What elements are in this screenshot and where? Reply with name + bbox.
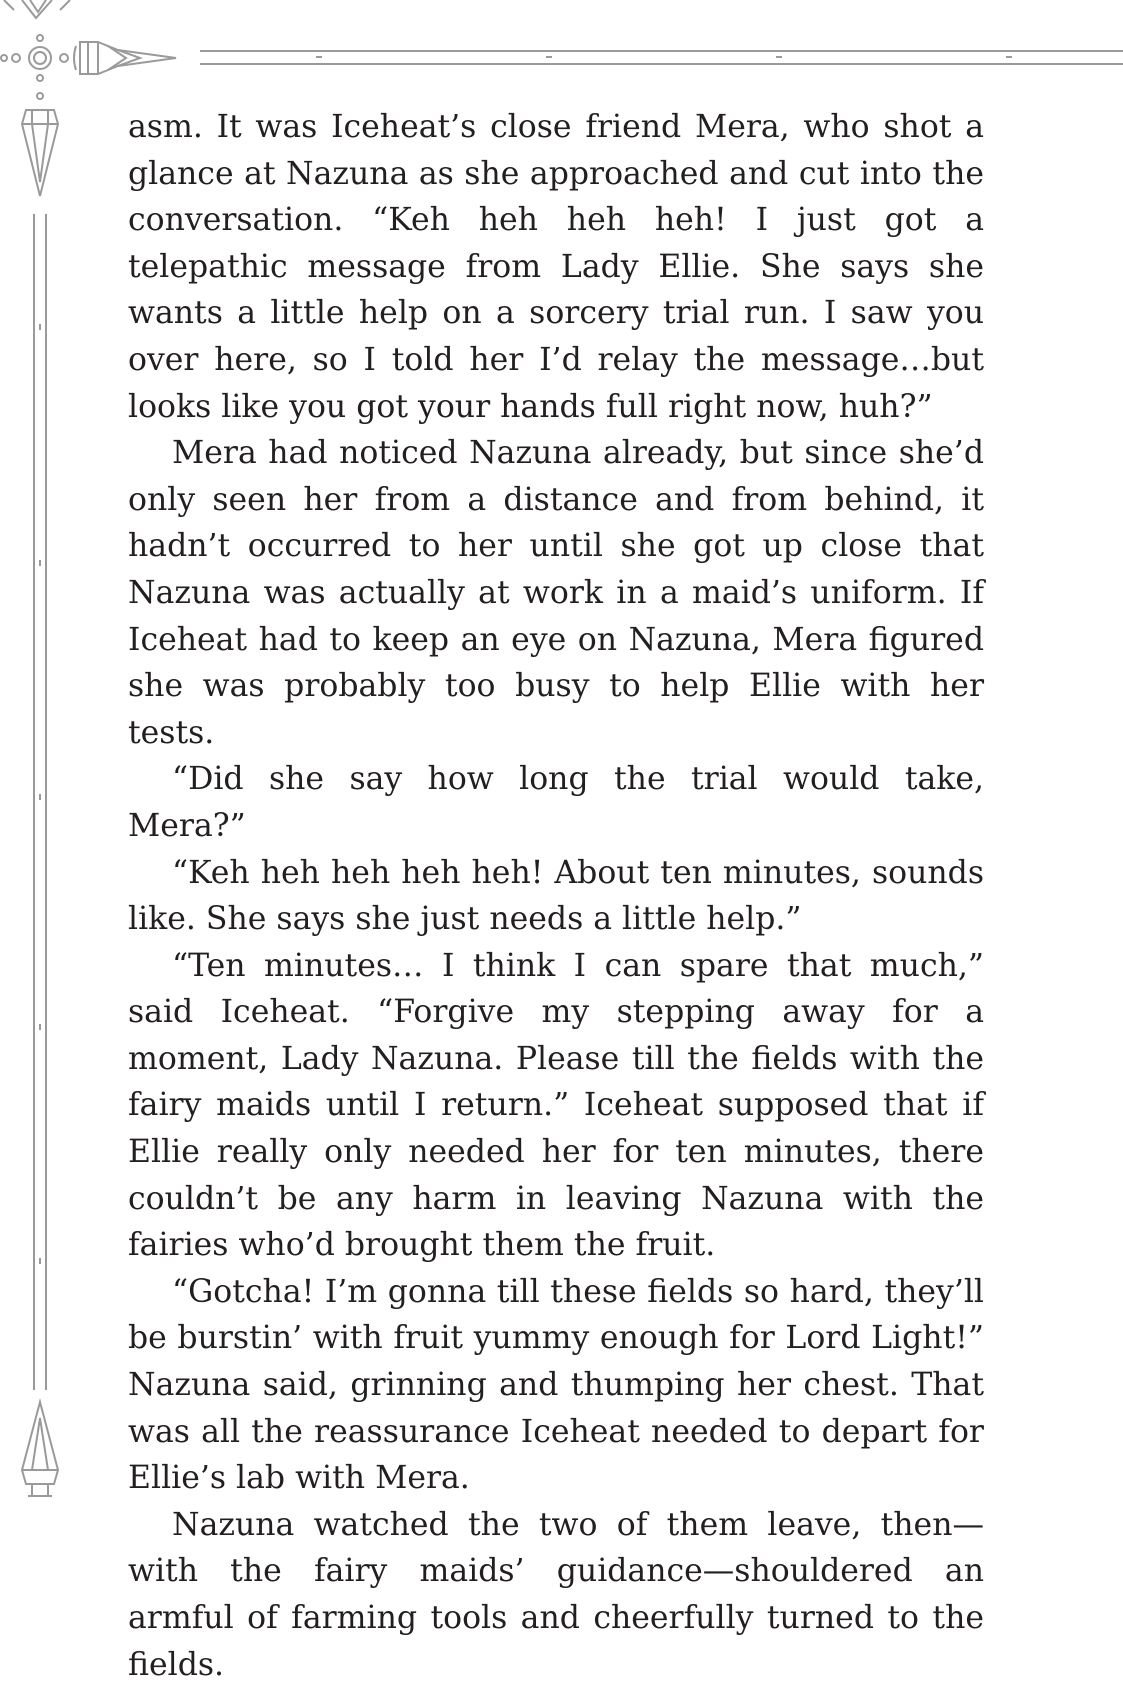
- crystal-bottom-icon: [22, 1402, 58, 1496]
- top-rule: [200, 51, 1123, 64]
- paragraph-6: “Gotcha! I’m gonna till these fields so hard, they’ll be burstin’ with fruit yummy enough for Lord Light!” Nazuna said, grinning and thumping her chest. That was all the reassurance Iceheat needed to depart for Ellie’s lab with Mera.: [128, 1273, 984, 1497]
- top-crystal-icon: [4, 0, 70, 18]
- page-body-text: [128, 104, 984, 1688]
- arrowhead-icon: [74, 42, 176, 74]
- ring-icon: [1, 35, 68, 99]
- left-rule: [34, 214, 46, 1390]
- paragraph-3: “Did she say how long the trial would take, Mera?”: [128, 761, 984, 844]
- crystal-pendant-icon: [22, 110, 58, 196]
- paragraph-2: Mera had noticed Nazuna already, but since she’d only seen her from a distance and from behind, it hadn’t occurred to her until she got up close that Nazuna was actually at work in a maid’s uniform. If Iceheat had to keep an eye on Nazuna, Mera figured she was probably too busy to help Ellie with her tests.: [128, 435, 984, 751]
- paragraph-1: asm. It was Iceheat’s close friend Mera, who shot a glance at Nazuna as she approached and cut into the conversation. “Keh heh heh heh! I just got a telepathic message from Lady Ellie. She says she wants a little help on a sorcery trial run. I saw you over here, so I told her I’d relay the message…but looks like you got your hands full right now, huh?”: [128, 109, 984, 425]
- paragraph-4: “Keh heh heh heh heh! About ten minutes, sounds like. She says she just needs a little help.”: [128, 854, 984, 938]
- paragraph-7: Nazuna watched the two of them leave, then—with the fairy maids’ guidance—shouldered an armful of farming tools and cheerfully turned to the fields.: [128, 1506, 984, 1683]
- paragraph-5: “Ten minutes… I think I can spare that much,” said Iceheat. “Forgive my stepping away for a moment, Lady Nazuna. Please till the fields with the fairy maids until I return.” Iceheat supposed that if Ellie really only needed her for ten minutes, there couldn’t be any harm in leaving Nazuna with the fairies who’d brought them the fruit.: [128, 947, 984, 1264]
